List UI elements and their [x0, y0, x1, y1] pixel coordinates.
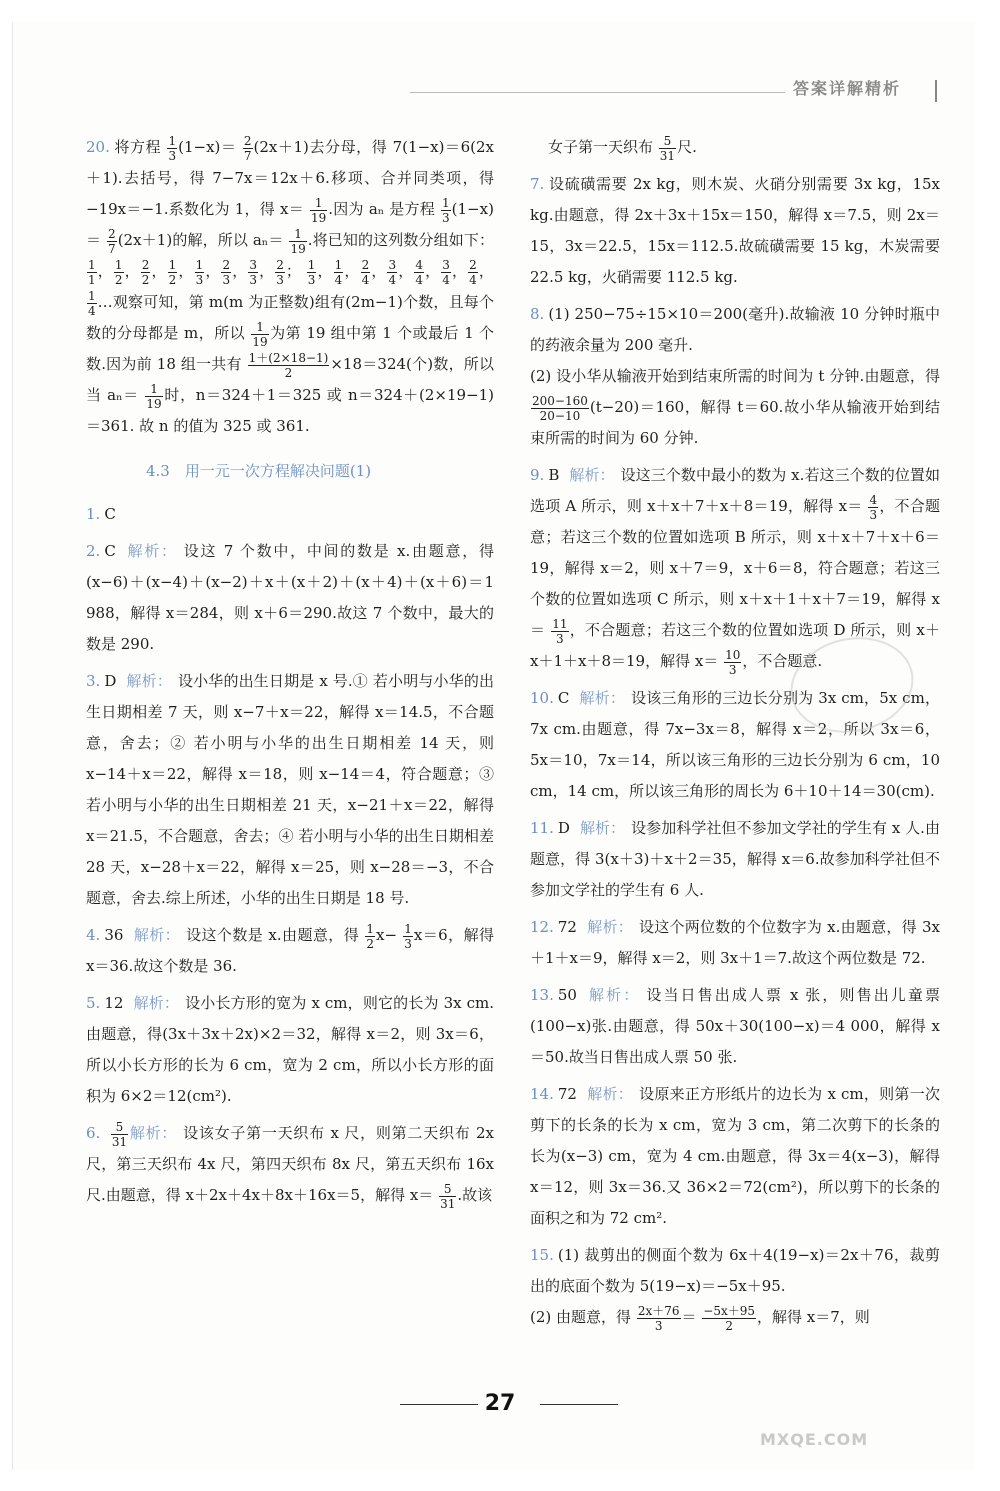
sequence-group-1 — [86, 257, 286, 287]
sequence-fraction: $\frac{2}{2}$ — [141, 257, 150, 287]
q20: 20. 将方程 $\frac{1}{3}$ (1−x)＝ $\frac{2}{7}$ (2x＋1)去分母，得 7(1−x)＝6(2x＋1).去括号，得 7−7x＝12x＋6.移项、合并同类项，得 −19x＝−1.系数化为 1，得 x＝ $\frac{1}{19}$ .因为 aₙ 是方程 $\frac{1}{3}$ (1−x)＝ $\frac{2}{7}$ (2x＋1)的解，所以 aₙ＝ $\frac{1}{19}$ .将已知的这列数分组如下： $\frac{1}{1}$ ， $\frac{1}{2}$ ， $\frac{2}{2}$ ， $\frac{1}{2}$ ， $\frac{1}{3}$ ， $\frac{2}{3}$ ， $\frac{3}{3}$ ， $\frac{2}{3}$ ； $\frac{1}{3}$ ， $\frac{1}{4}$ ， $\frac{2}{4}$ ， $\frac{3}{4}$ ， $\frac{4}{4}$ ， $\frac{3}{4}$ ， $\frac{2}{4}$ ， $\frac{1}{4}$ …观察可知，第 m(m 为正整数)组有(2m−1)个数，且每个数的分母都是 m，所以 $\frac{1}{19}$ 为第 19 组中第 1 个或最后 1 个数.因为前 18 组一共有 $\frac{1+(2\times 18-1)}{2}$ ×18＝324(个)数，所以当 aₙ＝ $\frac{1}{19}$ 时，n＝324＋1＝325 或 n＝324＋(2×19−1)＝361. 故 n 的值为 325 或 361. — [86, 133, 494, 435]
fraction: $\frac{1}{3}$ — [442, 195, 450, 225]
sequence-fraction: $\frac{3}{4}$ — [442, 257, 450, 287]
q11: 11. D 解析： 设参加科学社但不参加文学社的学生有 x 人.由题意，得 3(x＋3)＋x＋2＝35，解得 x＝6.故参加科学社但不参加文学社的学生有 6 人. — [530, 819, 940, 899]
left-column — [86, 132, 494, 1217]
fraction: $\frac{11}{3}$ — [552, 616, 568, 646]
q2: 2. C 解析： 设这 7 个数中，中间的数是 x.由题意，得(x−6)＋(x−4)＋(x−2)＋x＋(x＋2)＋(x＋4)＋(x＋6)＝1 988，解得 x＝284，则 x＋6＝290.故这 7 个数中，最大的数是 290. — [86, 542, 494, 653]
fraction: $\frac{1+(2\times 18-1)}{2}$ — [248, 350, 329, 380]
q8: 8. (1) 250−75÷15×10＝200(毫升).故输液 10 分钟时瓶中的药液余量为 200 毫升. (2) 设小华从输液开始到结束所需的时间为 t 分钟.由题意，得 $\frac{200-160}{20-10}$ (t−20)＝160，解得 t＝60.故小华从输液开始到结束所需的时间为 60 分钟. — [530, 305, 940, 447]
sequence-comma: ， — [424, 262, 441, 280]
sequence-comma: ， — [478, 262, 494, 280]
sequence-comma: ， — [398, 262, 414, 280]
sequence-fraction: $\frac{4}{4}$ — [415, 257, 423, 287]
sequence-comma: ， — [124, 262, 140, 280]
page-number: 27 — [484, 1391, 516, 1416]
watermark: MXQE.COM — [760, 1430, 869, 1449]
q6-continued: 女子第一天织布 $\frac{5}{31}$ 尺. — [548, 133, 697, 163]
section-title: 4.3 用一元一次方程解决问题(1) — [146, 462, 372, 480]
fraction: $\frac{1}{2}$ — [366, 921, 374, 951]
q3: 3. D 解析： 设小华的出生日期是 x 号.① 若小明与小华的出生日期相差 7 天，则 x−7＋x＝22，解得 x＝14.5，不合题意，舍去；② 若小明与小华的出生日期相差 14 天，则 x−14＋x＝22，解得 x＝18，则 x−14＝4，符合题意；③ 若小明与小华的出生日期相差 21 天，x−21＋x＝22，解得 x＝21.5，不合题意，舍去；④ 若小明与小华的出生日期相差 28 天，x−28＋x＝22，解得 x＝25，则 x−28＝−3，不合题意，舍去.综上所述，小华的出生日期是 18 号. — [86, 672, 494, 907]
sequence-comma: ， — [205, 262, 221, 280]
header-rule — [410, 92, 785, 93]
fraction: $\frac{1}{19}$ — [252, 319, 268, 349]
sequence-comma: ， — [344, 262, 360, 280]
q9: 9. B 解析： 设这三个数中最小的数为 x.若这三个数的位置如选项 A 所示，则 x＋x＋7＋x＋8＝19，解得 x＝ $\frac{4}{3}$ ，不合题意；若这三个数的位置如选项 B 所示，则 x＋x＋7＋x＋6＝19，解得 x＝2，则 x＋7＝9，x＋6＝8，符合题意；若这三个数的位置如选项 C 所示，则 x＋x＋1＋x＋7＝19，解得 x＝ $\frac{11}{3}$ ，不合题意；若这三个数的位置如选项 D 所示，则 x＋x＋1＋x＋8＝19，解得 x＝ $\frac{10}{3}$ ，不合题意. — [530, 466, 940, 677]
sequence-fraction: $\frac{1}{2}$ — [114, 257, 123, 287]
sequence-comma: ， — [97, 262, 113, 280]
sequence-fraction: $\frac{2}{3}$ — [222, 257, 231, 287]
sequence-fraction: $\frac{2}{3}$ — [276, 257, 284, 287]
fraction: $\frac{5}{31}$ — [440, 1181, 456, 1211]
fraction: $\frac{1}{3}$ — [168, 133, 177, 163]
fraction: $\frac{1}{19}$ — [146, 381, 162, 411]
sequence-fraction: $\frac{3}{4}$ — [388, 257, 397, 287]
header-bar — [935, 80, 937, 102]
sequence-fraction: $\frac{2}{4}$ — [361, 257, 370, 287]
fraction: $\frac{1}{19}$ — [311, 195, 327, 225]
fraction: $\frac{-5x+95}{2}$ — [703, 1303, 756, 1333]
page-footer — [0, 1391, 1000, 1416]
fraction: $\frac{1}{3}$ — [404, 921, 412, 951]
q4: 4. 36 解析： 设这个数是 x.由题意，得 $\frac{1}{2}$ x− $\frac{1}{3}$ x＝6，解得 x＝36.故这个数是 36. — [86, 921, 494, 975]
sequence-comma: ， — [178, 262, 194, 280]
q14: 14. 72 解析： 设原来正方形纸片的边长为 x cm，则第一次剪下的长条的长为 x cm，宽为 3 cm，第二次剪下的长条的长为(x−3) cm，宽为 4 cm.由题意，得 3x＝4(x−3)，解得 x＝12，则 3x＝36.又 36×2＝72(cm²)，所以剪下的长条的面积之和为 72 cm². — [530, 1085, 940, 1227]
sequence-comma: ， — [232, 262, 248, 280]
sequence-comma: ， — [317, 262, 333, 280]
q5: 5. 12 解析： 设小长方形的宽为 x cm，则它的长为 3x cm.由题意，得(3x＋3x＋2x)×2＝32，解得 x＝2，则 3x＝6，所以小长方形的长为 6 cm，宽为 2 cm，所以小长方形的面积为 6×2＝12(cm²). — [86, 994, 494, 1105]
q10: 10. C 解析： 设该三角形的三边长分别为 3x cm，5x cm，7x cm.由题意，得 7x−3x＝8，解得 x＝2，所以 3x＝6，5x＝10，7x＝14，所以该三角形的三边长分别为 6 cm，10 cm，14 cm，所以该三角形的周长为 6＋10＋14＝30(cm). — [530, 689, 940, 800]
sequence-fraction: $\frac{1}{1}$ — [88, 257, 96, 287]
q7: 7. 设硫磺需要 2x kg，则木炭、火硝分别需要 3x kg，15x kg.由题意，得 2x＋3x＋15x＝150，解得 x＝7.5，则 2x＝15，3x＝22.5，15x＝112.5.故硫磺需要 15 kg，木炭需要 22.5 kg，火硝需要 112.5 kg. — [530, 175, 940, 286]
sequence-fraction: $\frac{1}{3}$ — [307, 257, 316, 287]
fraction: $\frac{1}{19}$ — [290, 226, 306, 256]
sequence-comma: ， — [371, 262, 387, 280]
footer-rule-right — [540, 1404, 618, 1405]
sequence-fraction: $\frac{2}{4}$ — [469, 257, 477, 287]
q6: 6. $\frac{5}{31}$ 解析： 设该女子第一天织布 x 尺，则第二天织布 2x 尺，第三天织布 4x 尺，第四天织布 8x 尺，第五天织布 16x 尺.由题意，得 x＋2x＋4x＋8x＋16x＝5，解得 x＝ $\frac{5}{31}$ .故该 — [86, 1119, 494, 1211]
fraction: $\frac{2}{7}$ — [108, 226, 116, 256]
fraction: $\frac{4}{3}$ — [869, 492, 878, 522]
fraction: $\frac{10}{3}$ — [725, 647, 741, 677]
sequence-fraction: $\frac{1}{2}$ — [168, 257, 177, 287]
fraction: $\frac{5}{31}$ — [659, 133, 676, 163]
fraction: $\frac{5}{31}$ — [111, 1119, 128, 1149]
fraction: $\frac{2}{7}$ — [243, 133, 252, 163]
sequence-comma: ， — [451, 262, 468, 280]
sequence-comma: ， — [258, 262, 275, 280]
sequence-fraction: $\frac{1}{3}$ — [195, 257, 204, 287]
q13: 13. 50 解析： 设当日售出成人票 x 张，则售出儿童票(100−x)张.由题意，得 50x＋30(100−x)＝4 000，解得 x＝50.故当日售出成人票 50 张. — [530, 986, 940, 1066]
header-title: 答案详解精析 — [793, 79, 902, 98]
q1: 1. C — [86, 505, 116, 523]
sequence-fraction: $\frac{1}{4}$ — [334, 257, 343, 287]
fraction: $\frac{200-160}{20-10}$ — [532, 393, 588, 423]
sequence-fraction: $\frac{3}{3}$ — [249, 257, 257, 287]
right-column — [530, 132, 940, 1339]
q15: 15. (1) 裁剪出的侧面个数为 6x＋4(19−x)＝2x＋76，裁剪出的底面个数为 5(19−x)＝−5x＋95. (2) 由题意，得 $\frac{2x+76}{3}$ ＝ $\frac{-5x+95}{2}$ ，解得 x＝7，则 — [530, 1246, 940, 1333]
sequence-fraction: $\frac{1}{4}$ — [88, 288, 96, 318]
sequence-comma: ， — [151, 262, 167, 280]
fraction: $\frac{2x+76}{3}$ — [637, 1303, 680, 1333]
q12: 12. 72 解析： 设这个两位数的个位数字为 x.由题意，得 3x＋1＋x＝9，解得 x＝2，则 3x＋1＝7.故这个两位数是 72. — [530, 918, 940, 967]
